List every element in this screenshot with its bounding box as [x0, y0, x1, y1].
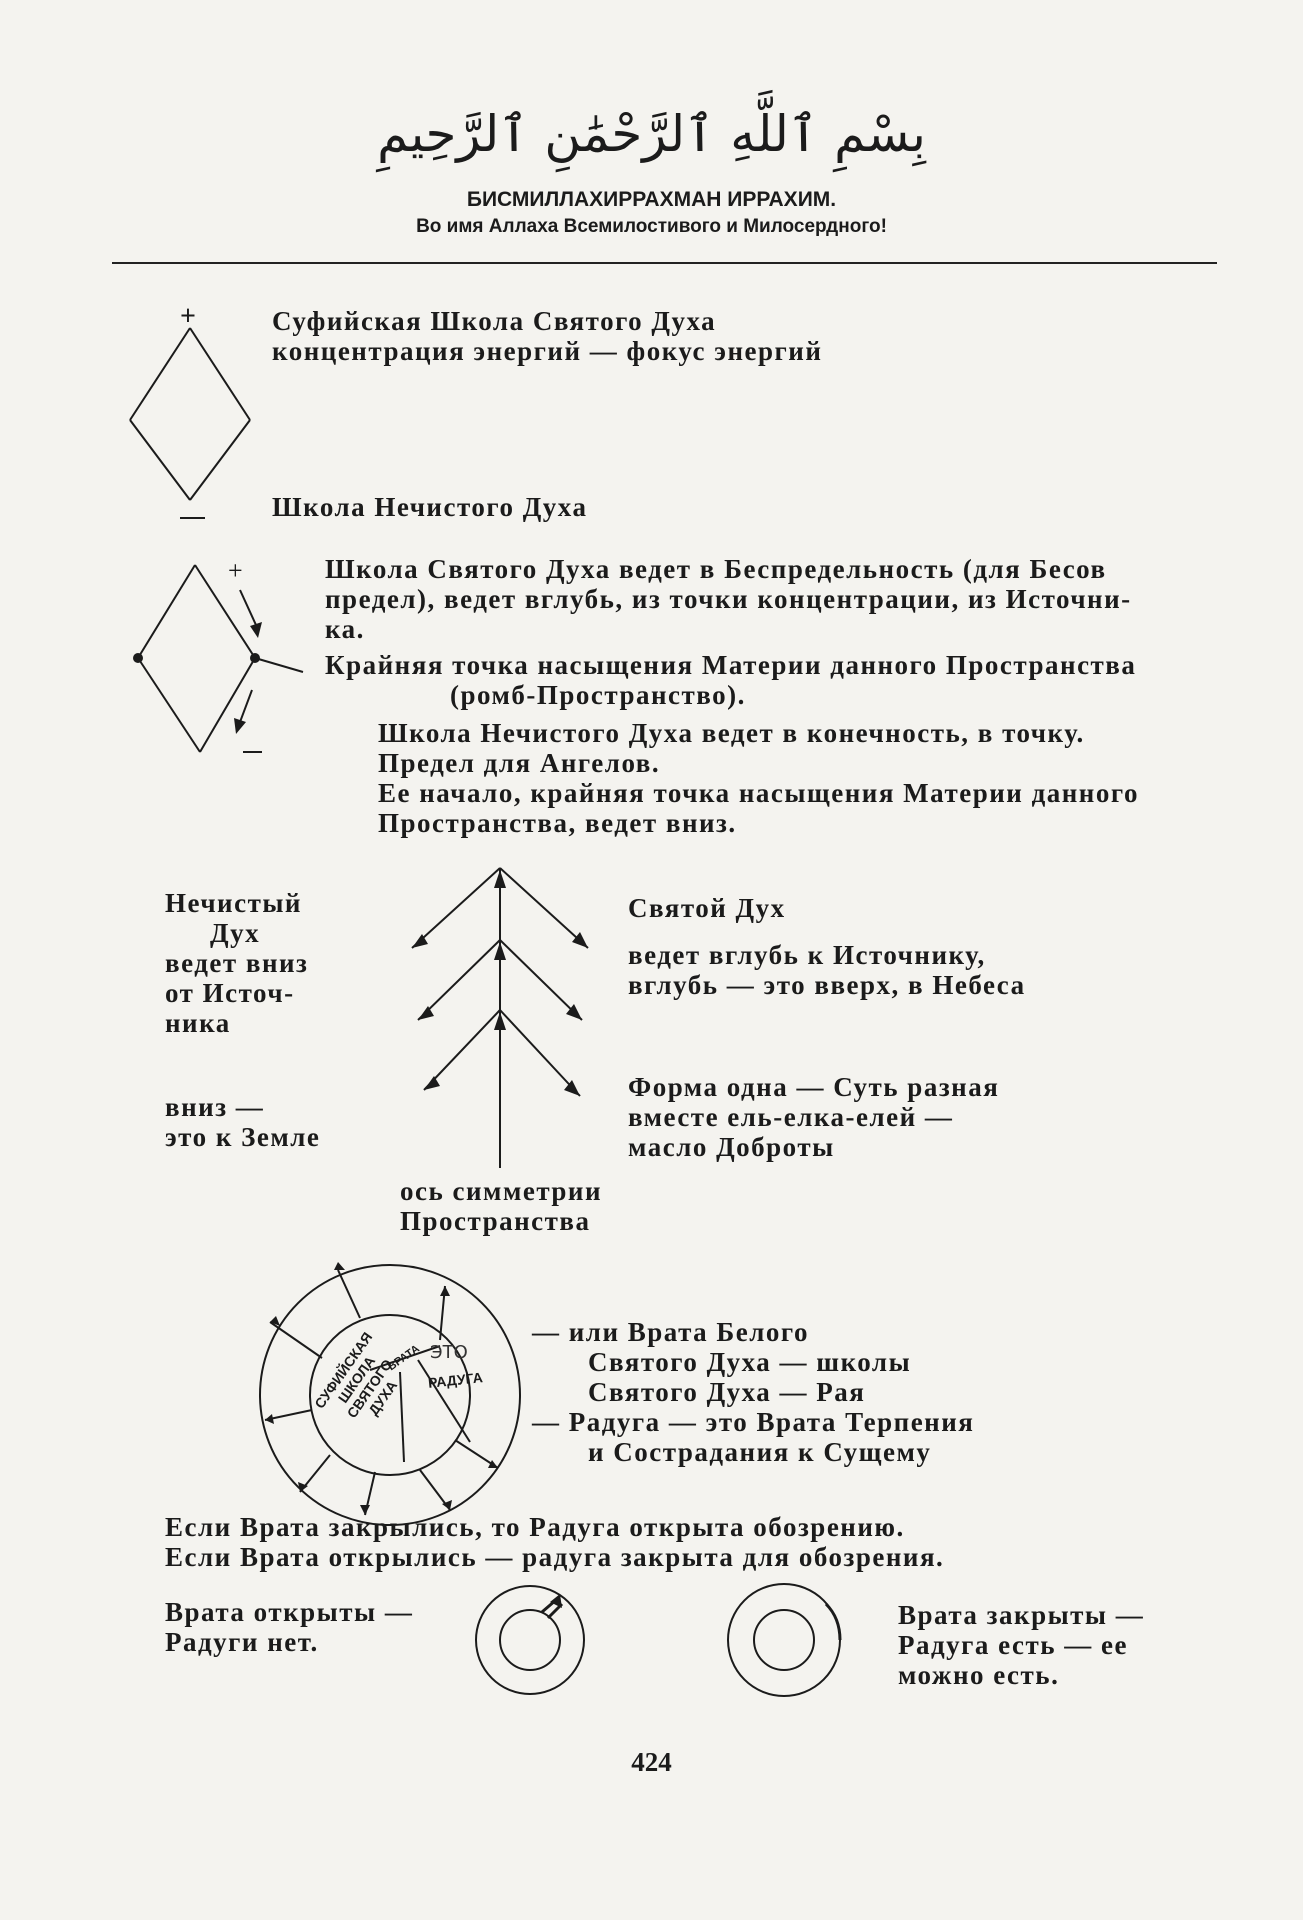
- tree-left-top-text: Нечистый Дух ведет вниз от Источ- ника: [165, 888, 309, 1038]
- rhombus1-bottom-label: Школа Нечистого Духа: [272, 492, 588, 522]
- tree-left-bottom-text: вниз — это к Земле: [165, 1092, 321, 1152]
- rhombus2-paragraph-2: Крайняя точка насыщения Материи данного Пространства (ромб-Пространство).: [325, 650, 1137, 710]
- circle-inner-label: СУФИЙСКАЯ ШКОЛА СВЯТОГО ДУХА: [311, 1329, 401, 1421]
- circle-raduga-label: РАДУГА: [427, 1369, 484, 1391]
- basmala-calligraphy: بِسْمِ ٱللَّهِ ٱلرَّحْمَٰنِ ٱلرَّحِيمِ: [377, 105, 926, 163]
- gates-closed-caption: Врата закрыты — Радуга есть — ее можно есть.: [898, 1600, 1145, 1690]
- tree-axis-label: ось симметрии Пространства: [400, 1176, 603, 1236]
- header-title: БИСМИЛЛАХИРРАХМАН ИРРАХИМ.: [466, 188, 837, 211]
- rhombus1-title: Суфийская Школа Святого Духа концентрация энергий — фокус энергий: [272, 306, 823, 366]
- gates-statements: Если Врата закрылись, то Радуга открыта обозрению. Если Врата открылись — радуга закрыта для обозрения.: [165, 1512, 945, 1572]
- tree-right-bottom-text: Форма одна — Суть разная вместе ель-елка-елей — масло Доброты: [628, 1072, 1000, 1162]
- rhombus2-plus: +: [228, 556, 245, 585]
- gates-description: — или Врата Белого Святого Духа — школы Святого Духа — Рая — Радуга — это Врата Терпения и Сострадания к Сущему: [532, 1317, 975, 1467]
- rhombus2-paragraph-1: Школа Святого Духа ведет в Беспредельность (для Бесов предел), ведет вглубь, из точки концентрации, из Источни- ка.: [325, 554, 1132, 644]
- page-number: 424: [631, 1747, 672, 1777]
- tree-right-top-text: Святой Дух: [628, 893, 786, 923]
- rhombus1-plus: +: [180, 301, 198, 332]
- circle-eto-label: ЭТО: [430, 1342, 468, 1363]
- circle-gate-label: ВРАТА: [385, 1342, 422, 1374]
- gates-open-caption: Врата открыты — Радуги нет.: [165, 1597, 414, 1657]
- header-subtitle: Во имя Аллаха Всемилостивого и Милосердного!: [416, 216, 887, 237]
- tree-right-mid-text: ведет вглубь к Источнику, вглубь — это вверх, в Небеса: [628, 940, 1026, 1000]
- rhombus2-paragraph-3: Школа Нечистого Духа ведет в конечность, в точку. Предел для Ангелов. Ее начало, крайняя точка насыщения Материи данного Пространства, ведет вниз.: [378, 718, 1139, 838]
